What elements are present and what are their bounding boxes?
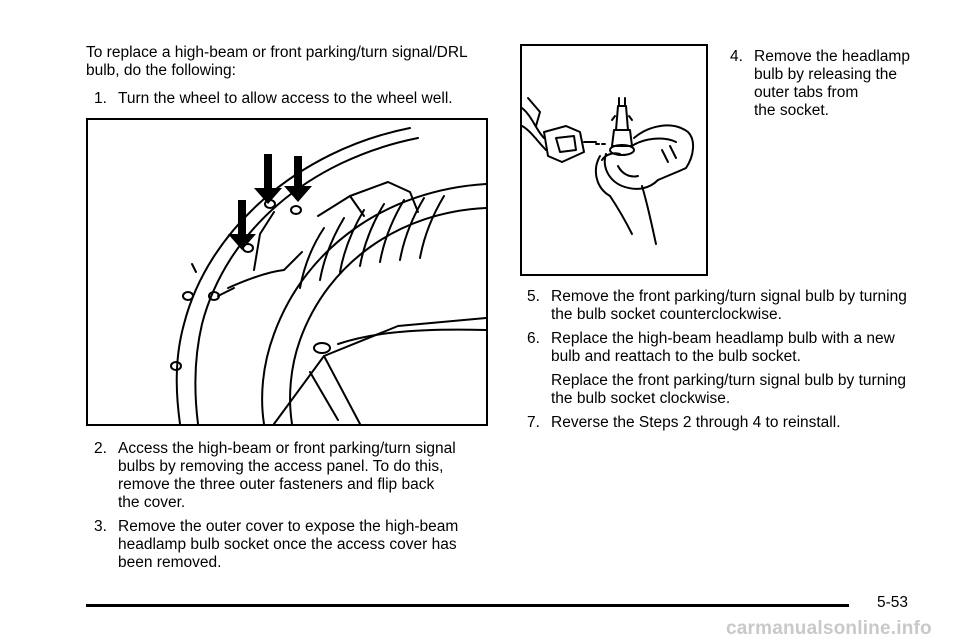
- step-line: the socket.: [754, 102, 829, 119]
- step-number: 4.: [730, 48, 743, 65]
- step-2: [94, 440, 456, 512]
- footer-rule: [86, 604, 849, 607]
- step-line: Replace the high-beam headlamp bulb with a new: [551, 330, 895, 347]
- step-7: [527, 414, 841, 432]
- step-line: the bulb socket counterclockwise.: [551, 306, 782, 323]
- step-line: remove the three outer fasteners and flip back: [118, 476, 435, 493]
- step-line: Replace the front parking/turn signal bulb by turning: [551, 372, 906, 389]
- step-number: 1.: [94, 90, 107, 107]
- step-number: 3.: [94, 518, 107, 535]
- page-number: 5-53: [877, 594, 909, 611]
- step-line: bulb by releasing the: [754, 66, 898, 83]
- step-line: Remove the headlamp: [754, 48, 910, 65]
- arrow-down-icon: [284, 156, 312, 202]
- step-line: been removed.: [118, 554, 222, 571]
- step-number: 2.: [94, 440, 107, 457]
- step-number: 5.: [527, 288, 540, 305]
- step-line: headlamp bulb socket once the access cover has: [118, 536, 457, 553]
- step-4: [730, 48, 910, 120]
- step-line: Turn the wheel to allow access to the wheel well.: [118, 90, 453, 107]
- intro-line-2: bulb, do the following:: [86, 62, 236, 79]
- step-line: Reverse the Steps 2 through 4 to reinstall.: [551, 414, 841, 431]
- step-5: [527, 288, 907, 324]
- step-number: 7.: [527, 414, 540, 431]
- step-6-continuation: [527, 372, 906, 408]
- arrow-down-icon: [254, 154, 282, 204]
- step-line: bulb and reattach to the bulb socket.: [551, 348, 801, 365]
- step-line: the bulb socket clockwise.: [551, 390, 731, 407]
- step-line: Remove the outer cover to expose the high-beam: [118, 518, 459, 535]
- step-3: [94, 518, 458, 572]
- step-line: the cover.: [118, 494, 186, 511]
- step-6: [527, 330, 895, 366]
- step-number: 6.: [527, 330, 540, 347]
- step-1: [94, 90, 453, 108]
- step-line: bulbs by removing the access panel. To do this,: [118, 458, 444, 475]
- step-line: Remove the front parking/turn signal bulb by turning: [551, 288, 907, 305]
- step-line: Access the high-beam or front parking/turn signal: [118, 440, 456, 457]
- arrow-down-icon: [228, 200, 256, 250]
- step-line: outer tabs from: [754, 84, 859, 101]
- wheel-well-illustration: [86, 118, 488, 426]
- watermark[interactable]: carmanualsonline.info: [726, 618, 932, 639]
- bulb-removal-illustration: [520, 44, 708, 276]
- intro-line-1: To replace a high-beam or front parking/turn signal/DRL: [86, 44, 468, 61]
